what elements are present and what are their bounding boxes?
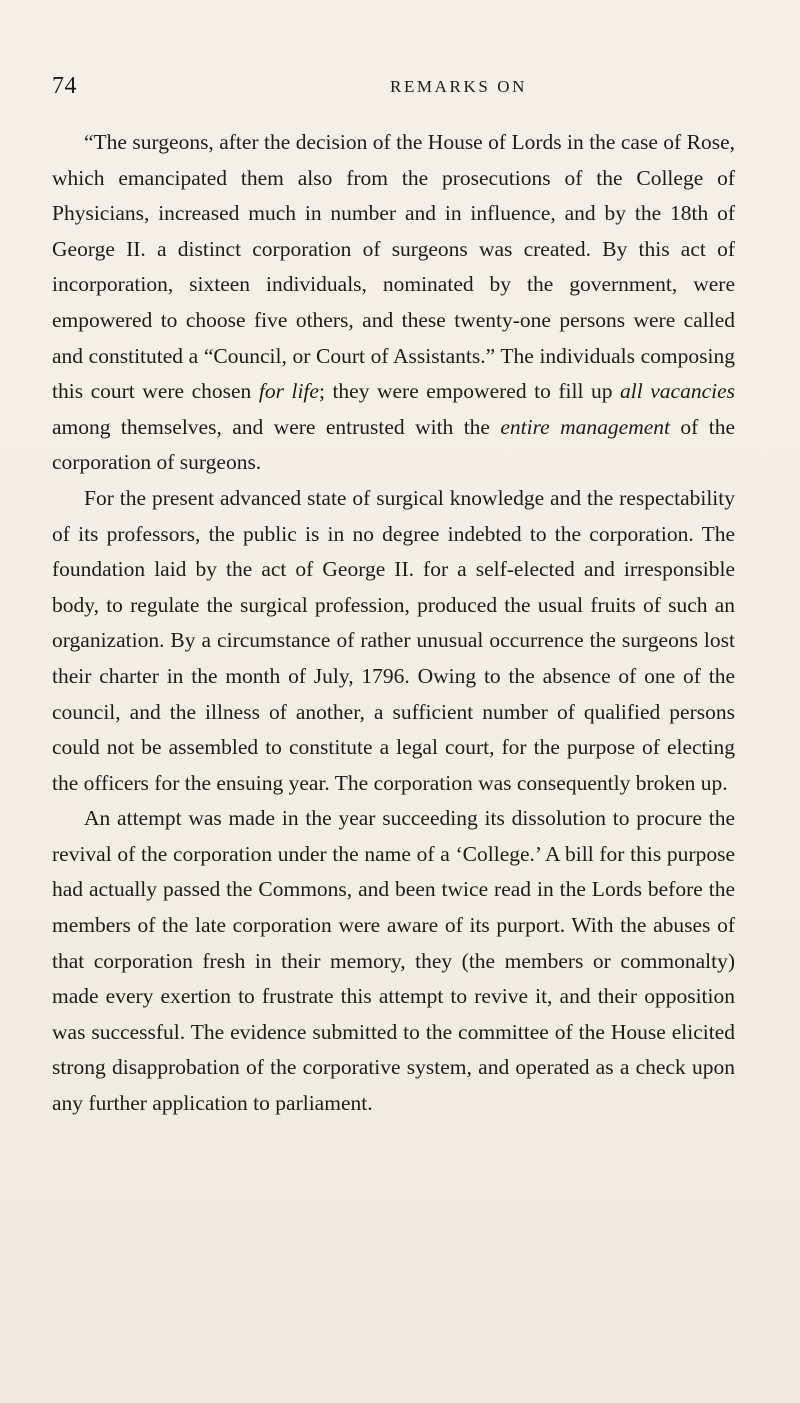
paragraph-1-italic-for-life: for life [258,379,319,404]
paragraph-1-italic-all-vacancies: all vacancies [620,379,736,404]
body-text [52,125,735,1122]
page-number: 74 [52,73,77,99]
paragraph-1-text-b: ; they were empowered to fill up [318,379,621,404]
paragraph-1 [52,125,735,481]
page-header [52,73,730,103]
paragraph-2: For the present advanced state of surgical knowledge and the respectability of its professors, the public is in no degree indebted to the corporation. The foundation laid by the act of George II. for a self-elected and irresponsible body, to regulate the surgical profession, produced the usual fruits of such an organization. By a circumstance of rather unusual occurrence the surgeons lost their charter in the month of July, 1796. Owing to the absence of one of the council, and the illness of another, a sufficient number of qualified persons could not be assembled to constitute a legal court, for the purpose of electing the officers for the ensuing year. The corporation was consequently broken up. [52,485,735,795]
running-head: REMARKS ON [390,77,527,96]
paragraph-3: An attempt was made in the year succeeding its dissolution to procure the revival of the corporation under the name of a ‘College.’ A bill for this purpose had actually passed the Commons, and been twice read in the Lords before the members of the late corporation were aware of its purport. With the abuses of that corporation fresh in their memory, they (the members or commonalty) made every exertion to frustrate this attempt to revive it, and their opposition was successful. The evidence submitted to the committee of the House elicited strong disapprobation of the corporative system, and operated as a check upon any further application to parliament. [52,806,735,1116]
paragraph-1-text-d: of the corporation of surgeons. [52,414,735,475]
paragraph-1-text-c: among themselves, and were entrusted with the [52,414,501,439]
paragraph-1-text-a: “The surgeons, after the decision of the House of Lords in the case of Rose, which emancipated them also from the prosecutions of the College of Physicians, increased much in number and in influence, and by the 18th of George II. a distinct corporation of surgeons was created. By this act of incorporation, sixteen individuals, nominated by the government, were empowered to choose five others, and these twenty-one persons were called and constituted a “Council, or Court of Assistants.” The individuals composing this court were chosen [52,130,735,404]
paragraph-1-italic-entire-management: entire management [500,414,670,439]
